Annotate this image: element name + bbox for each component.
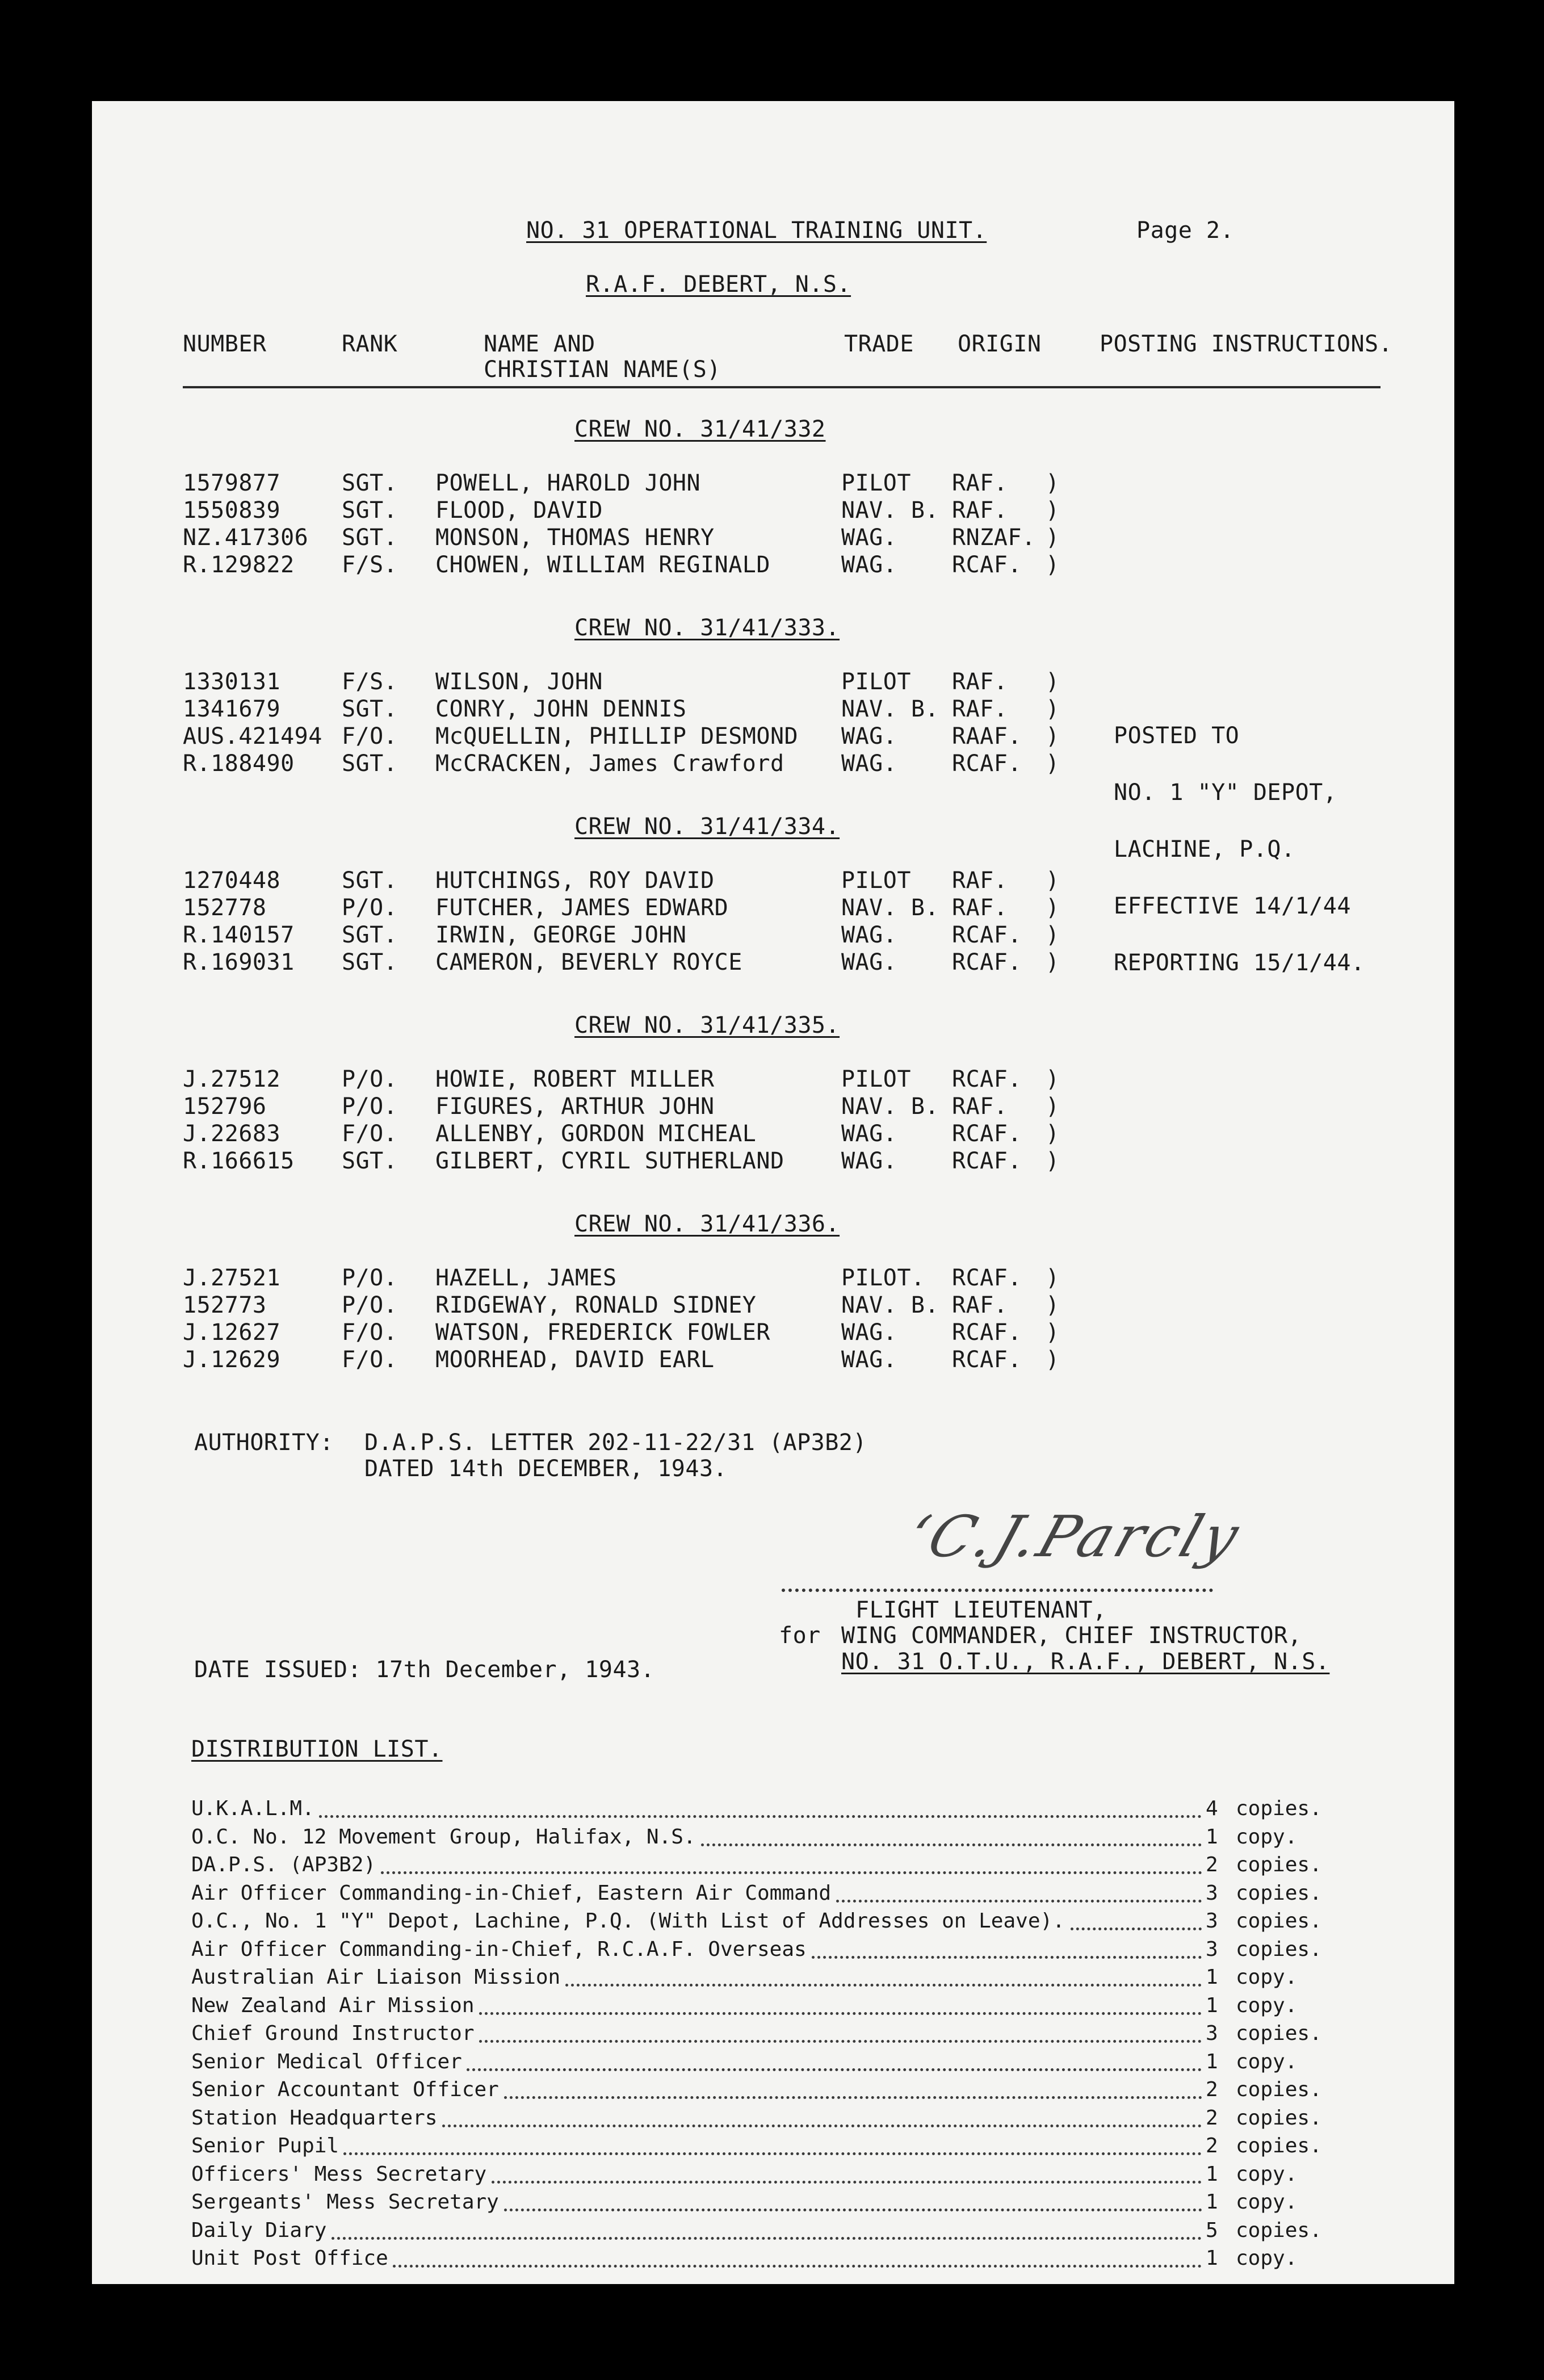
distribution-item-unit: copies.: [1236, 2219, 1322, 2242]
dotted-leader: [1071, 1928, 1202, 1930]
distribution-item-count: 3: [1206, 1938, 1218, 1961]
distribution-item-count: 4: [1206, 1797, 1218, 1820]
column-origin: ORIGIN: [958, 331, 1042, 357]
distribution-item-name: O.C. No. 12 Movement Group, Halifax, N.S.: [191, 1825, 696, 1849]
dotted-leader: [467, 2068, 1202, 2071]
crew-cell-trade: WAG.: [841, 1148, 897, 1174]
distribution-item-unit: copies.: [1236, 1882, 1322, 1905]
distribution-item-name: Air Officer Commanding-in-Chief, R.C.A.F. Overseas: [191, 1938, 807, 1961]
distribution-item-unit: copy.: [1236, 1966, 1298, 1989]
crew-cell-number: J.12629: [183, 1347, 281, 1373]
distribution-item-name: Senior Pupil: [191, 2134, 339, 2157]
distribution-item-unit: copies.: [1236, 1938, 1322, 1961]
crew-cell-name: WATSON, FREDERICK FOWLER: [435, 1319, 770, 1346]
crew-cell-rank: SGT.: [342, 696, 398, 722]
crew-cell-rank: P/O.: [342, 1093, 398, 1120]
bracket-mark: ): [1046, 1319, 1060, 1346]
distribution-item-count: 1: [1206, 2190, 1218, 2214]
bracket-mark: ): [1046, 922, 1060, 948]
distribution-item-name: Senior Medical Officer: [191, 2050, 462, 2073]
distribution-item-name: Senior Accountant Officer: [191, 2078, 499, 2101]
crew-cell-number: R.169031: [183, 949, 295, 975]
page-number: Page 2.: [1136, 217, 1235, 244]
distribution-item-count: 5: [1206, 2219, 1218, 2242]
crew-cell-number: J.22683: [183, 1121, 281, 1147]
distribution-item-name: Officers' Mess Secretary: [191, 2163, 487, 2186]
crew-cell-origin: RCAF.: [952, 1319, 1022, 1346]
authority-line1: D.A.P.S. LETTER 202-11-22/31 (AP3B2): [364, 1430, 867, 1456]
distribution-item-name: O.C., No. 1 "Y" Depot, Lachine, P.Q. (With List of Addresses on Leave).: [191, 1909, 1065, 1933]
bracket-mark: ): [1046, 552, 1060, 578]
authority-line2: DATED 14th DECEMBER, 1943.: [364, 1456, 728, 1482]
distribution-item-count: 3: [1206, 1882, 1218, 1905]
crew-cell-trade: NAV. B.: [841, 1093, 939, 1120]
bracket-mark: ): [1046, 1347, 1060, 1373]
crew-title: CREW NO. 31/41/334.: [574, 814, 840, 840]
handwritten-signature: ʻC.J.Parcly: [898, 1503, 1251, 1570]
crew-cell-origin: RAF.: [952, 497, 1008, 523]
posting-line: LACHINE, P.Q.: [1114, 836, 1295, 862]
crew-title: CREW NO. 31/41/335.: [574, 1012, 840, 1038]
bracket-mark: ): [1046, 895, 1060, 921]
crew-cell-name: FUTCHER, JAMES EDWARD: [435, 895, 729, 921]
distribution-item-name: DA.P.S. (AP3B2): [191, 1853, 376, 1876]
crew-cell-rank: SGT.: [342, 751, 398, 777]
distribution-item-count: 1: [1206, 2163, 1218, 2186]
station-title: R.A.F. DEBERT, N.S.: [586, 271, 851, 298]
crew-cell-trade: WAG.: [841, 552, 897, 578]
unit-title: NO. 31 OPERATIONAL TRAINING UNIT.: [526, 217, 987, 244]
crew-cell-origin: RAF.: [952, 1093, 1008, 1120]
signatory-line2: WING COMMANDER, CHIEF INSTRUCTOR,: [841, 1623, 1302, 1649]
crew-cell-rank: P/O.: [342, 1292, 398, 1318]
crew-cell-rank: SGT.: [342, 949, 398, 975]
crew-cell-number: 1270448: [183, 868, 281, 894]
dotted-leader: [442, 2125, 1202, 2127]
crew-cell-origin: RCAF.: [952, 949, 1022, 975]
crew-cell-name: HOWIE, ROBERT MILLER: [435, 1066, 715, 1092]
distribution-item-name: Unit Post Office: [191, 2247, 388, 2270]
crew-cell-rank: F/O.: [342, 1319, 398, 1346]
crew-cell-name: ALLENBY, GORDON MICHEAL: [435, 1121, 757, 1147]
crew-cell-rank: F/O.: [342, 1121, 398, 1147]
crew-cell-origin: RAAF.: [952, 723, 1022, 749]
dotted-leader: [492, 2181, 1202, 2184]
distribution-item-count: 2: [1206, 2134, 1218, 2157]
crew-cell-rank: P/O.: [342, 1066, 398, 1092]
crew-cell-number: AUS.421494: [183, 723, 322, 749]
crew-cell-origin: RCAF.: [952, 751, 1022, 777]
authority-label: AUTHORITY:: [194, 1430, 334, 1456]
crew-cell-origin: RCAF.: [952, 1148, 1022, 1174]
crew-cell-number: 152796: [183, 1093, 267, 1120]
crew-cell-rank: F/O.: [342, 723, 398, 749]
posting-line: EFFECTIVE 14/1/44: [1114, 893, 1351, 919]
document-page: [92, 101, 1454, 2284]
bracket-mark: ): [1046, 669, 1060, 695]
crew-cell-origin: RAF.: [952, 895, 1008, 921]
crew-cell-rank: SGT.: [342, 1148, 398, 1174]
crew-title: CREW NO. 31/41/336.: [574, 1211, 840, 1237]
date-issued: DATE ISSUED: 17th December, 1943.: [194, 1657, 655, 1683]
distribution-item-count: 1: [1206, 1966, 1218, 1989]
crew-cell-origin: RCAF.: [952, 1265, 1022, 1291]
dotted-leader: [319, 1815, 1202, 1818]
crew-title: CREW NO. 31/41/332: [574, 416, 826, 442]
column-name-line1: NAME AND: [484, 331, 595, 357]
distribution-item-unit: copy.: [1236, 2163, 1298, 2186]
distribution-item-unit: copies.: [1236, 2078, 1322, 2101]
crew-cell-rank: P/O.: [342, 895, 398, 921]
distribution-heading: DISTRIBUTION LIST.: [191, 1736, 443, 1762]
distribution-item-unit: copy.: [1236, 2247, 1298, 2270]
crew-cell-rank: SGT.: [342, 922, 398, 948]
crew-cell-name: RIDGEWAY, RONALD SIDNEY: [435, 1292, 757, 1318]
crew-cell-trade: WAG.: [841, 1347, 897, 1373]
bracket-mark: ): [1046, 470, 1060, 496]
crew-cell-rank: SGT.: [342, 470, 398, 496]
crew-cell-origin: RCAF.: [952, 1121, 1022, 1147]
bracket-mark: ): [1046, 497, 1060, 523]
bracket-mark: ): [1046, 868, 1060, 894]
dotted-leader: [343, 2152, 1202, 2155]
crew-cell-name: WILSON, JOHN: [435, 669, 603, 695]
crew-cell-name: McCRACKEN, James Crawford: [435, 751, 784, 777]
crew-cell-name: MOORHEAD, DAVID EARL: [435, 1347, 715, 1373]
dotted-leader: [565, 1984, 1202, 1987]
bracket-mark: ): [1046, 1066, 1060, 1092]
distribution-item-unit: copies.: [1236, 1797, 1322, 1820]
crew-cell-number: 1550839: [183, 497, 281, 523]
crew-cell-trade: PILOT: [841, 1066, 911, 1092]
crew-cell-name: POWELL, HAROLD JOHN: [435, 470, 701, 496]
distribution-item-name: Sergeants' Mess Secretary: [191, 2190, 499, 2214]
crew-cell-number: R.166615: [183, 1148, 295, 1174]
distribution-item-count: 3: [1206, 2022, 1218, 2045]
crew-cell-trade: NAV. B.: [841, 696, 939, 722]
crew-cell-rank: F/O.: [342, 1347, 398, 1373]
crew-cell-rank: P/O.: [342, 1265, 398, 1291]
bracket-mark: ): [1046, 949, 1060, 975]
crew-cell-origin: RCAF.: [952, 1066, 1022, 1092]
dotted-leader: [332, 2237, 1202, 2240]
signature-dotted-line: [782, 1589, 1213, 1592]
crew-cell-trade: NAV. B.: [841, 895, 939, 921]
crew-cell-name: HUTCHINGS, ROY DAVID: [435, 868, 715, 894]
crew-cell-name: CHOWEN, WILLIAM REGINALD: [435, 552, 770, 578]
crew-cell-origin: RAF.: [952, 696, 1008, 722]
distribution-item-name: U.K.A.L.M.: [191, 1797, 314, 1820]
dotted-leader: [701, 1843, 1202, 1846]
dotted-leader: [504, 2096, 1202, 2099]
crew-cell-origin: RCAF.: [952, 1347, 1022, 1373]
crew-cell-trade: WAG.: [841, 949, 897, 975]
crew-cell-name: FIGURES, ARTHUR JOHN: [435, 1093, 715, 1120]
crew-cell-number: R.129822: [183, 552, 295, 578]
crew-cell-number: R.188490: [183, 751, 295, 777]
crew-cell-rank: SGT.: [342, 525, 398, 551]
distribution-item-name: Station Headquarters: [191, 2106, 438, 2130]
crew-cell-rank: F/S.: [342, 552, 398, 578]
crew-cell-origin: RAF.: [952, 470, 1008, 496]
distribution-item-name: Air Officer Commanding-in-Chief, Eastern Air Command: [191, 1882, 832, 1905]
distribution-item-unit: copies.: [1236, 2134, 1322, 2157]
distribution-item-unit: copy.: [1236, 2190, 1298, 2214]
crew-cell-number: 1341679: [183, 696, 281, 722]
crew-cell-trade: PILOT: [841, 669, 911, 695]
crew-cell-origin: RAF.: [952, 868, 1008, 894]
crew-cell-name: HAZELL, JAMES: [435, 1265, 617, 1291]
crew-cell-rank: F/S.: [342, 669, 398, 695]
bracket-mark: ): [1046, 1093, 1060, 1120]
crew-cell-origin: RCAF.: [952, 922, 1022, 948]
crew-cell-trade: NAV. B.: [841, 1292, 939, 1318]
dotted-leader: [479, 2040, 1202, 2043]
crew-cell-number: R.140157: [183, 922, 295, 948]
dotted-leader: [479, 2012, 1202, 2015]
distribution-item-unit: copy.: [1236, 2050, 1298, 2073]
crew-cell-trade: WAG.: [841, 1319, 897, 1346]
distribution-item-count: 1: [1206, 1825, 1218, 1849]
distribution-item-count: 2: [1206, 1853, 1218, 1876]
distribution-item-count: 2: [1206, 2106, 1218, 2130]
crew-cell-number: J.12627: [183, 1319, 281, 1346]
crew-cell-origin: RAF.: [952, 1292, 1008, 1318]
distribution-item-count: 1: [1206, 2050, 1218, 2073]
column-posting: POSTING INSTRUCTIONS.: [1100, 331, 1393, 357]
column-number: NUMBER: [183, 331, 267, 357]
crew-cell-number: 1579877: [183, 470, 281, 496]
crew-cell-trade: PILOT.: [841, 1265, 925, 1291]
crew-cell-name: CAMERON, BEVERLY ROYCE: [435, 949, 742, 975]
crew-cell-trade: WAG.: [841, 525, 897, 551]
column-trade: TRADE: [844, 331, 914, 357]
dotted-leader: [504, 2209, 1202, 2211]
bracket-mark: ): [1046, 696, 1060, 722]
crew-cell-origin: RAF.: [952, 669, 1008, 695]
header-rule: [183, 386, 1381, 388]
crew-cell-number: 152773: [183, 1292, 267, 1318]
distribution-item-unit: copy.: [1236, 1994, 1298, 2017]
crew-cell-trade: WAG.: [841, 751, 897, 777]
distribution-item-count: 1: [1206, 1994, 1218, 2017]
crew-cell-name: FLOOD, DAVID: [435, 497, 603, 523]
distribution-item-unit: copies.: [1236, 2106, 1322, 2130]
crew-cell-name: McQUELLIN, PHILLIP DESMOND: [435, 723, 799, 749]
signatory-line3: NO. 31 O.T.U., R.A.F., DEBERT, N.S.: [841, 1649, 1330, 1675]
column-name-line2: CHRISTIAN NAME(S): [484, 357, 721, 383]
crew-cell-rank: SGT.: [342, 497, 398, 523]
crew-cell-name: IRWIN, GEORGE JOHN: [435, 922, 687, 948]
distribution-item-name: Chief Ground Instructor: [191, 2022, 475, 2045]
bracket-mark: ): [1046, 1148, 1060, 1174]
crew-cell-trade: NAV. B.: [841, 497, 939, 523]
signatory-title: FLIGHT LIEUTENANT,: [855, 1597, 1107, 1623]
bracket-mark: ): [1046, 1265, 1060, 1291]
crew-cell-name: GILBERT, CYRIL SUTHERLAND: [435, 1148, 784, 1174]
crew-cell-number: J.27521: [183, 1265, 281, 1291]
distribution-item-count: 1: [1206, 2247, 1218, 2270]
crew-cell-trade: PILOT: [841, 868, 911, 894]
crew-cell-trade: PILOT: [841, 470, 911, 496]
crew-cell-number: 1330131: [183, 669, 281, 695]
distribution-item-name: Daily Diary: [191, 2219, 327, 2242]
crew-cell-origin: RCAF.: [952, 552, 1022, 578]
crew-cell-name: CONRY, JOHN DENNIS: [435, 696, 687, 722]
crew-cell-trade: WAG.: [841, 922, 897, 948]
bracket-mark: ): [1046, 1292, 1060, 1318]
distribution-item-name: New Zealand Air Mission: [191, 1994, 475, 2017]
crew-cell-trade: WAG.: [841, 1121, 897, 1147]
crew-title: CREW NO. 31/41/333.: [574, 615, 840, 641]
dotted-leader: [836, 1900, 1202, 1903]
bracket-mark: ): [1046, 751, 1060, 777]
crew-cell-number: NZ.417306: [183, 525, 309, 551]
dotted-leader: [393, 2265, 1202, 2268]
crew-cell-rank: SGT.: [342, 868, 398, 894]
for-label: for: [779, 1623, 821, 1649]
distribution-item-unit: copy.: [1236, 1825, 1298, 1849]
bracket-mark: ): [1046, 525, 1060, 551]
crew-cell-name: MONSON, THOMAS HENRY: [435, 525, 715, 551]
dotted-leader: [381, 1871, 1202, 1874]
crew-cell-number: J.27512: [183, 1066, 281, 1092]
bracket-mark: ): [1046, 1121, 1060, 1147]
crew-cell-origin: RNZAF.: [952, 525, 1036, 551]
distribution-item-count: 2: [1206, 2078, 1218, 2101]
distribution-item-unit: copies.: [1236, 1909, 1322, 1933]
distribution-item-count: 3: [1206, 1909, 1218, 1933]
distribution-item-name: Australian Air Liaison Mission: [191, 1966, 561, 1989]
column-rank: RANK: [342, 331, 398, 357]
posting-line: NO. 1 "Y" DEPOT,: [1114, 780, 1337, 806]
posting-line: POSTED TO: [1114, 723, 1240, 749]
posting-line: REPORTING 15/1/44.: [1114, 950, 1365, 976]
distribution-item-unit: copies.: [1236, 2022, 1322, 2045]
distribution-item-unit: copies.: [1236, 1853, 1322, 1876]
crew-cell-number: 152778: [183, 895, 267, 921]
bracket-mark: ): [1046, 723, 1060, 749]
dotted-leader: [812, 1956, 1202, 1959]
crew-cell-trade: WAG.: [841, 723, 897, 749]
